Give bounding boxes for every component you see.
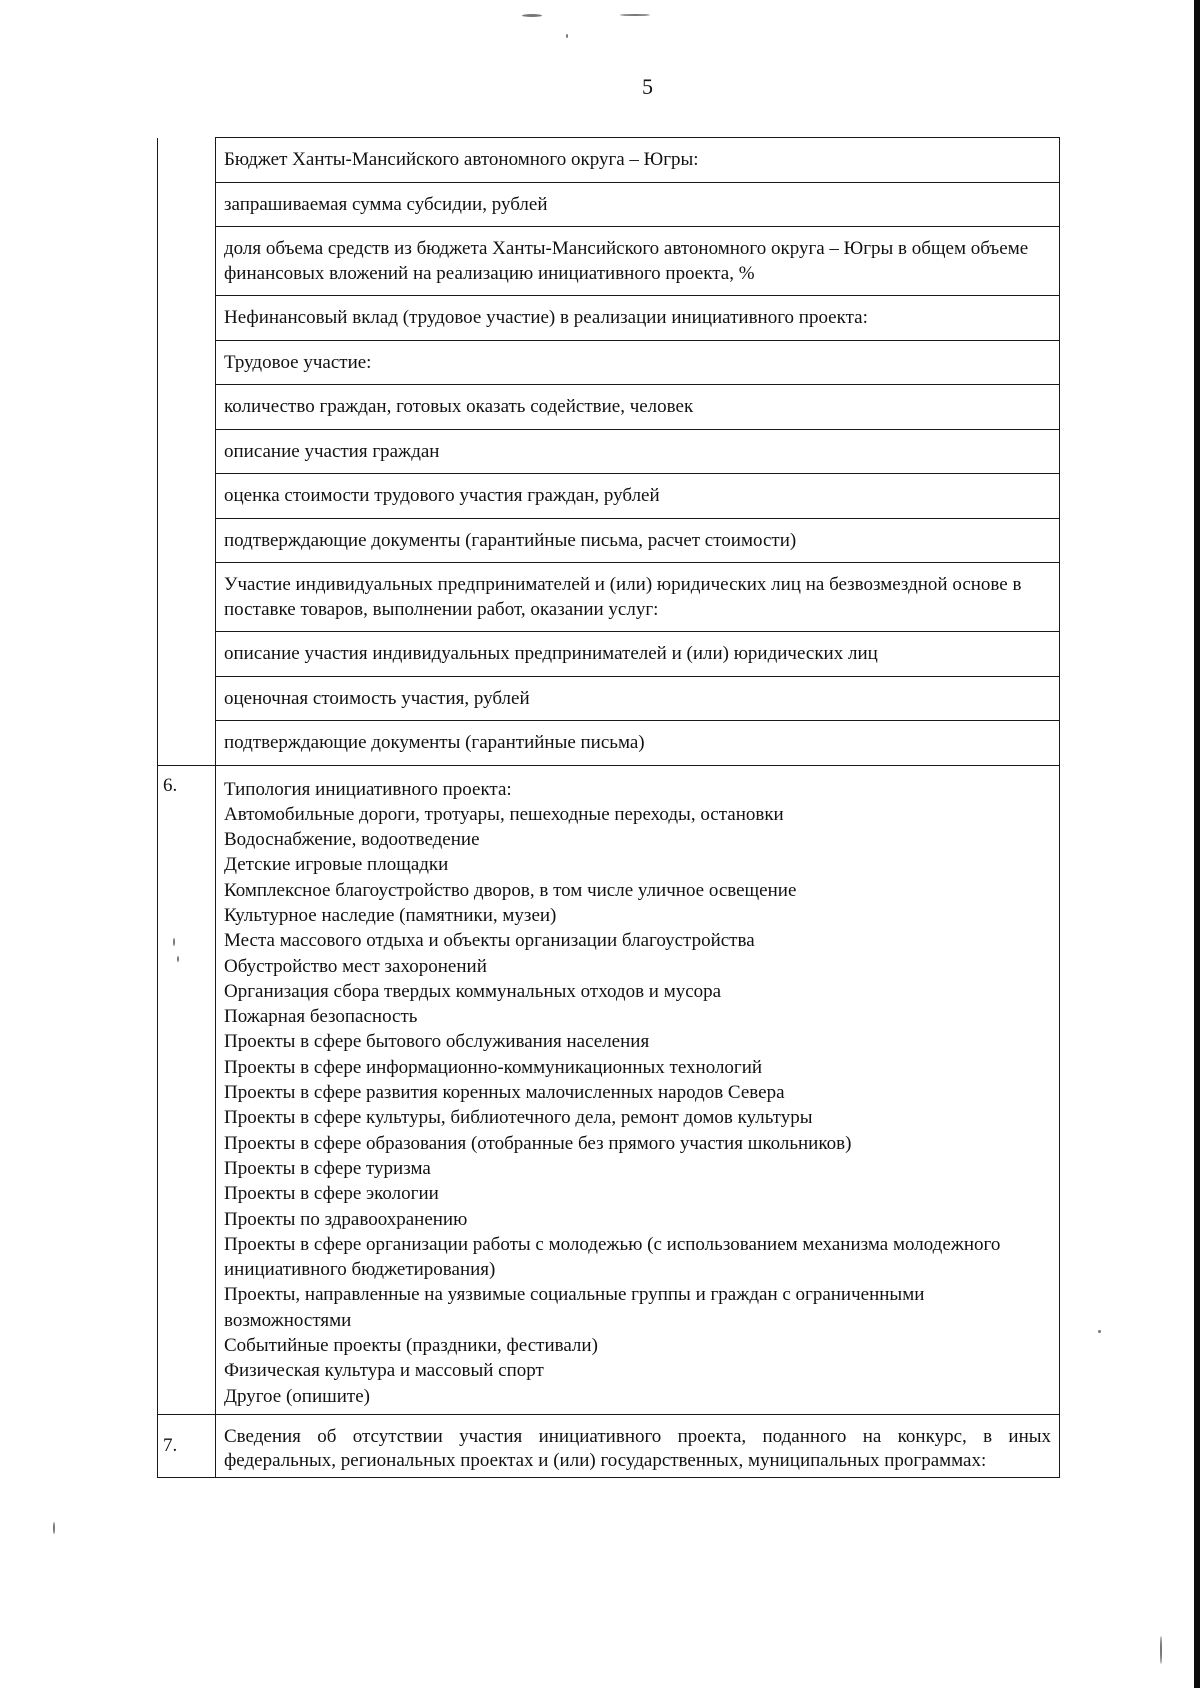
typology-title: Типология инициативного проекта: [224, 778, 512, 800]
typology-item: Другое (опишите) [224, 1385, 370, 1407]
scan-speck [620, 14, 650, 16]
typology-item: Проекты по здравоохранению [224, 1208, 468, 1230]
typology-item: Проекты в сфере экологии [224, 1183, 439, 1205]
typology-item: Места массового отдыха и объекты организации благоустройства [224, 930, 755, 952]
row-text: оценочная стоимость участия, рублей [216, 676, 1060, 721]
typology-item: Культурное наследие (памятники, музеи) [224, 904, 557, 926]
typology-item: Проекты, направленные на уязвимые социальные группы и граждан с ограниченными возможностями [224, 1284, 925, 1331]
table-row [158, 182, 1060, 227]
typology-cell [216, 765, 1060, 1414]
typology-item: Проекты в сфере информационно-коммуникационных технологий [224, 1056, 763, 1078]
row-number-empty [158, 385, 216, 430]
row-number-empty [158, 563, 216, 632]
row-number-empty [158, 227, 216, 296]
typology-item: Обустройство мест захоронений [224, 955, 487, 977]
application-form-table [157, 137, 1060, 1478]
row-text: доля объема средств из бюджета Ханты-Мансийского автономного округа – Югры в общем объеме финансовых вложений на реализацию инициативного проекта, % [216, 227, 1060, 296]
row-number-empty [158, 138, 216, 183]
row-number-empty [158, 721, 216, 766]
table-row [158, 721, 1060, 766]
typology-list [224, 802, 1051, 1409]
row-text: запрашиваемая сумма субсидии, рублей [216, 182, 1060, 227]
table-row [158, 563, 1060, 632]
row-text: подтверждающие документы (гарантийные письма, расчет стоимости) [216, 518, 1060, 563]
row-number-6: 6. [158, 765, 216, 1414]
table-row [158, 227, 1060, 296]
row-text: подтверждающие документы (гарантийные письма) [216, 721, 1060, 766]
table-row [158, 385, 1060, 430]
row-text: количество граждан, готовых оказать содействие, человек [216, 385, 1060, 430]
typology-item: Водоснабжение, водоотведение [224, 829, 480, 851]
typology-item: Проекты в сфере культуры, библиотечного дела, ремонт домов культуры [224, 1107, 813, 1129]
scan-speck [1160, 1636, 1162, 1664]
table-row [158, 676, 1060, 721]
row-number-empty [158, 429, 216, 474]
row-number-empty [158, 632, 216, 677]
scan-speck [566, 34, 568, 38]
row-text: оценка стоимости трудового участия граждан, рублей [216, 474, 1060, 519]
row-text: Нефинансовый вклад (трудовое участие) в реализации инициативного проекта: [216, 296, 1060, 341]
typology-item: Комплексное благоустройство дворов, в том числе уличное освещение [224, 879, 797, 901]
row-text: Трудовое участие: [216, 340, 1060, 385]
row-text: Участие индивидуальных предпринимателей и (или) юридических лиц на безвозмездной основе в поставке товаров, выполнении работ, оказании услуг: [216, 563, 1060, 632]
scan-speck [522, 14, 542, 17]
table-row [158, 138, 1060, 183]
row-number-empty [158, 676, 216, 721]
typology-item: Проекты в сфере туризма [224, 1157, 431, 1179]
row-number-empty [158, 518, 216, 563]
table-row [158, 518, 1060, 563]
scan-edge-bar [1194, 0, 1200, 1688]
typology-item: Автомобильные дороги, тротуары, пешеходные переходы, остановки [224, 803, 784, 825]
table-row-section-7 [158, 1414, 1060, 1477]
row-number-empty [158, 182, 216, 227]
section-7-text: Сведения об отсутствии участия инициативного проекта, поданного на конкурс, в иных федеральных, региональных проектах и (или) государственных, муниципальных программах: [216, 1414, 1060, 1477]
row-number-empty [158, 340, 216, 385]
typology-item: Организация сбора твердых коммунальных отходов и мусора [224, 980, 722, 1002]
table-row [158, 296, 1060, 341]
table-row [158, 429, 1060, 474]
scan-speck [53, 1522, 55, 1534]
row-text: описание участия граждан [216, 429, 1060, 474]
row-number-7: 7. [158, 1414, 216, 1477]
table-row [158, 340, 1060, 385]
typology-item: Проекты в сфере развития коренных малочисленных народов Севера [224, 1082, 785, 1104]
typology-item: Проекты в сфере образования (отобранные без прямого участия школьников) [224, 1132, 852, 1154]
typology-item: Пожарная безопасность [224, 1006, 418, 1028]
scan-speck [1098, 1330, 1101, 1333]
typology-item: Проекты в сфере бытового обслуживания населения [224, 1031, 650, 1053]
typology-item: Проекты в сфере организации работы с молодежью (с использованием механизма молодежного инициативного бюджетирования) [224, 1233, 1001, 1281]
row-number-empty [158, 296, 216, 341]
row-number-empty [158, 474, 216, 519]
typology-item: Физическая культура и массовый спорт [224, 1360, 544, 1382]
row-text: Бюджет Ханты-Мансийского автономного округа – Югры: [216, 138, 1060, 183]
table-row [158, 474, 1060, 519]
table-row-section-6 [158, 765, 1060, 1414]
typology-item: Детские игровые площадки [224, 854, 449, 876]
page-number: 5 [642, 74, 653, 99]
row-text: описание участия индивидуальных предпринимателей и (или) юридических лиц [216, 632, 1060, 677]
table-row [158, 632, 1060, 677]
typology-item: Событийные проекты (праздники, фестивали) [224, 1335, 598, 1357]
